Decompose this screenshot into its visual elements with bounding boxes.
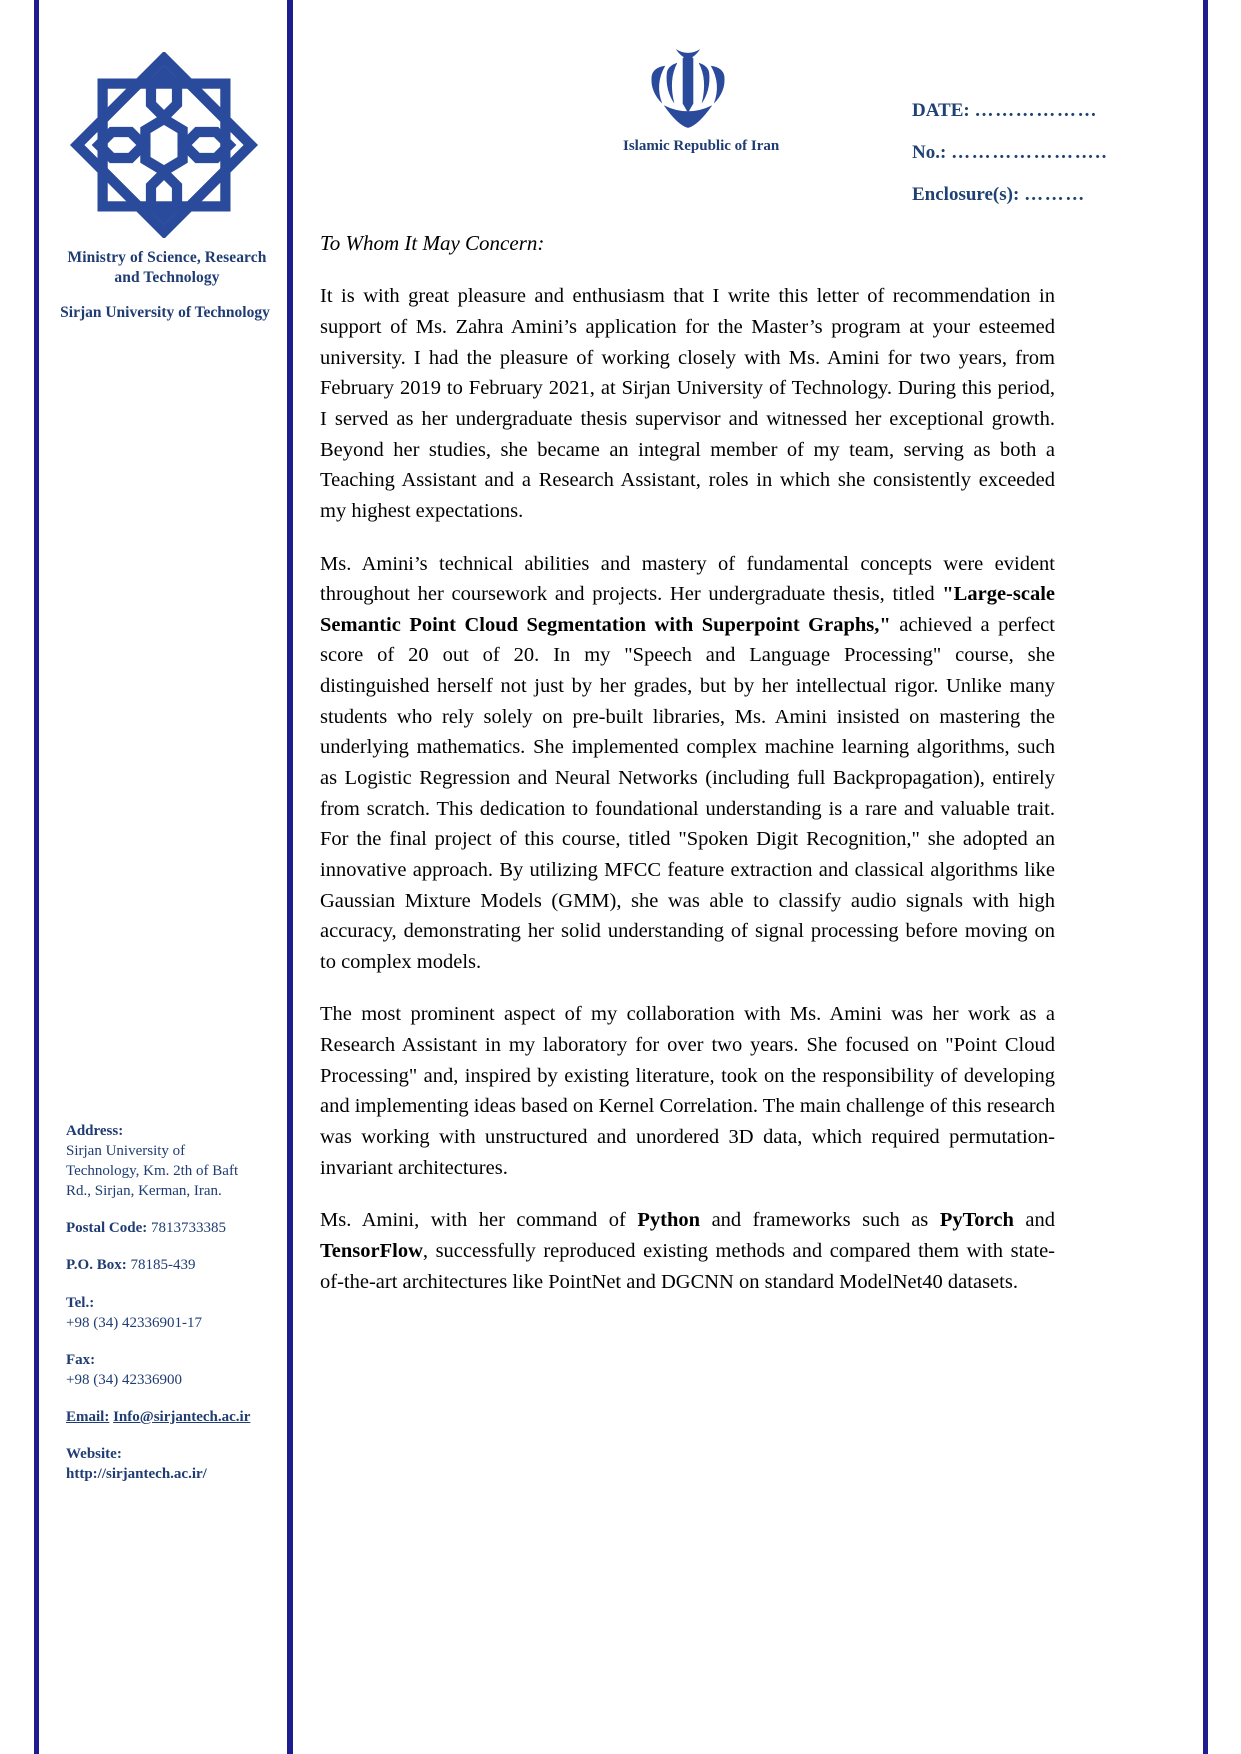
letter-paragraph-3: The most prominent aspect of my collaboration with Ms. Amini was her work as a Research Assistant in my laboratory for over two years. She focused on "Point Cloud Processing" and, inspired by existing literature, took on the responsibility of developing and implementing ideas based on Kernel Correlation. The main challenge of this research was working with unstructured and unordered 3D data, which required permutation-invariant architectures. [320,1003,1055,1179]
address-block [66,1121,282,1201]
iran-national-emblem-icon [623,40,780,155]
enclosure-field [912,184,1202,206]
po-box-block [66,1255,282,1275]
website-label: Website: [66,1446,122,1463]
postal-code-label: Postal Code: [66,1220,148,1237]
letter-meta-fields [912,100,1202,226]
islamic-geometric-star-logo-icon [69,52,259,238]
paragraph-4-text-4: , successfully reproduced existing methods and compared them with state-of-the-art architectures like PointNet and DGCNN on standard ModelNet40 datasets. [320,1239,1055,1293]
python-bold: Python [637,1209,701,1232]
thesis-title-bold: "Large-scale Semantic Point Cloud Segmentation with Superpoint Graphs," [320,583,1055,636]
address-line-2: Technology, Km. 2th of Baft [66,1163,239,1180]
telephone-label: Tel.: [66,1294,95,1311]
po-box-value: 78185-439 [130,1257,196,1274]
pytorch-bold: PyTorch [939,1209,1014,1232]
sidebar-divider-rule [287,0,293,1754]
date-label: DATE: [912,100,970,121]
tensorflow-bold: TensorFlow [320,1239,423,1262]
number-label: No.: [912,142,947,163]
letter-paragraph-4 [320,1205,1055,1297]
date-value-dots[interactable]: ……………… [974,100,1099,121]
paragraph-2-text-after-title: achieved a perfect score of 20 out of 20. In my "Speech and Language Processing" course, she distinguished herself not just by her grades, but by her intellectual rigor. Unlike many students who rely solely on pre-built libraries, Ms. Amini insisted on mastering the underlying mathematics. She implemented complex machine learning algorithms, such as Logistic Regression and Neural Networks (including full Backpropagation), entirely from scratch. This dedication to foundational understanding is a rare and valuable trait. For the final project of this course, titled "Spoken Digit Recognition," she adopted an innovative approach. By utilizing MFCC feature extraction and classical algorithms like Gaussian Mixture Models (GMM), she was able to classify audio signals with high accuracy, demonstrating her solid understanding of signal processing before moving on to complex models. [320,613,1055,973]
date-field [912,100,1202,122]
address-line-3: Rd., Sirjan, Kerman, Iran. [66,1183,222,1200]
paragraph-4-text-2: and frameworks such as [700,1209,940,1232]
emblem-caption: Islamic Republic of Iran [623,138,780,154]
letter-paragraph-1: It is with great pleasure and enthusiasm that I write this letter of recommendation in support of Ms. Zahra Amini’s application for the Master’s program at your esteemed university. I had the pleasure of working closely with Ms. Amini for two years, from February 2019 to February 2021, at Sirjan University of Technology. During this period, I served as her undergraduate thesis supervisor and witnessed her exceptional growth. Beyond her studies, she became an integral member of my team, serving as both a Teaching Assistant and a Research Assistant, roles in which she consistently exceeded my highest expectations. [320,285,1055,522]
university-name: Sirjan University of Technology [60,304,270,321]
fax-block [66,1350,282,1390]
number-field [912,142,1202,164]
ministry-name-line2: and Technology [114,269,220,287]
fax-value: +98 (34) 42336900 [66,1371,182,1388]
postal-code-value: 7813733385 [151,1220,226,1237]
paragraph-4-text-1: Ms. Amini, with her command of [320,1209,638,1232]
fax-label: Fax: [66,1351,96,1368]
letter-body [320,228,1055,1319]
ministry-name-line1: Ministry of Science, Research [67,249,267,266]
telephone-block [66,1293,282,1333]
email-label: Email: [66,1408,110,1425]
website-link[interactable]: http://sirjantech.ac.ir/ [66,1466,207,1483]
website-block [66,1444,282,1484]
enclosure-label: Enclosure(s): [912,184,1020,205]
email-link[interactable]: Info@sirjantech.ac.ir [113,1408,251,1425]
ministry-name [48,248,286,289]
enclosure-value-dots[interactable]: ……… [1024,184,1086,205]
address-label: Address: [66,1123,124,1139]
number-value-dots[interactable]: ………………….. [951,142,1108,163]
letterhead-sidebar [40,0,287,1754]
letter-paragraph-2 [320,549,1055,978]
email-block [66,1407,282,1427]
left-border-rule [34,0,39,1754]
letter-salutation: To Whom It May Concern: [320,231,545,255]
paragraph-2-text-before-title: Ms. Amini’s technical abilities and mastery of fundamental concepts were evident throughout her coursework and projects. Her undergraduate thesis, titled [320,552,1055,606]
right-border-rule [1203,0,1208,1754]
po-box-label: P.O. Box: [66,1257,127,1274]
address-line-1: Sirjan University of [66,1143,186,1160]
postal-code-block [66,1218,282,1238]
contact-details [66,1121,282,1501]
telephone-value: +98 (34) 42336901-17 [66,1314,202,1331]
paragraph-4-text-3: and [1013,1209,1055,1232]
